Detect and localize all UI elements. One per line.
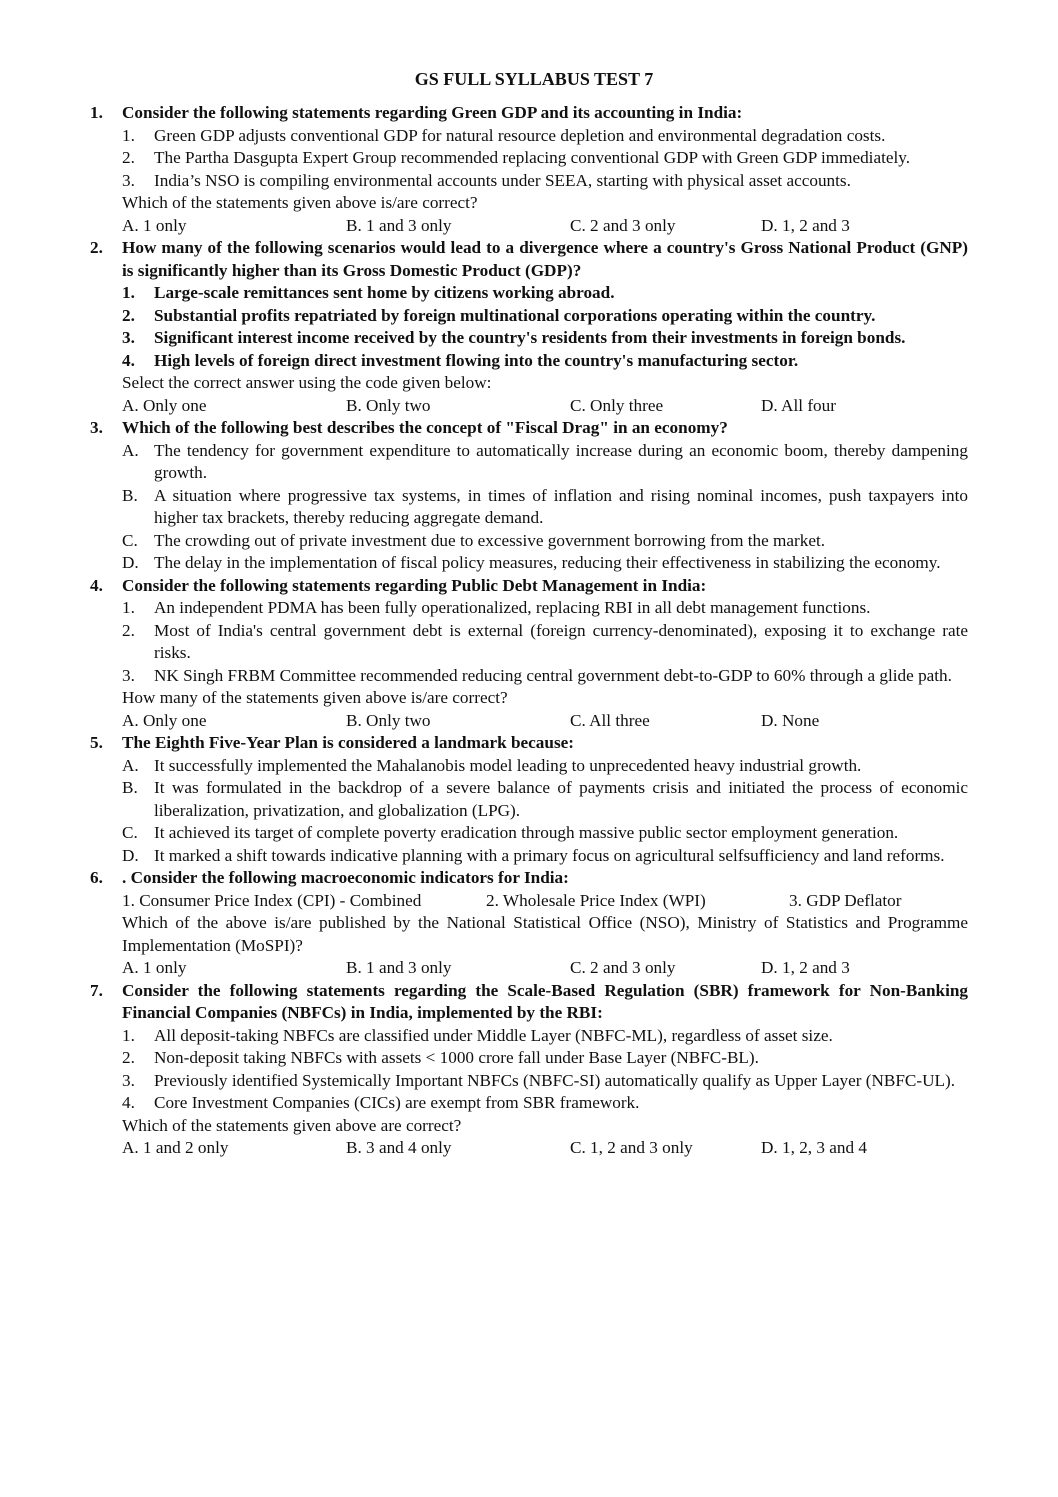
statement-text: Significant interest income received by the country's residents from their investments in foreign bonds. [154,328,906,347]
statement-text: High levels of foreign direct investment flowing into the country's manufacturing sector. [154,350,799,370]
statement-label: A. [122,755,139,775]
answer-option: A. 1 and 2 only [122,1138,229,1157]
statement-text: A situation where progressive tax systems, in times of inflation and rising nominal incomes, push taxpayers into higher tax brackets, thereby reducing aggregate demand. [154,485,968,527]
question-number: 5. [90,733,103,752]
statement-item [122,620,968,665]
question-lead: Which of the above is/are published by the National Statistical Office (NSO), Ministry of Statistics and Programme Implementation (MoSPI)? [122,913,968,955]
page-title: GS FULL SYLLABUS TEST 7 [414,69,654,89]
statement-label: B. [122,778,138,797]
statement-text: Most of India's central government debt is external (foreign currency-denominated), exposing it to exchange rate risks. [154,620,968,662]
statement-item [122,282,968,305]
answer-option: C. All three [570,710,650,730]
answer-option: D. All four [761,395,836,415]
statement-label: C. [122,823,138,842]
question-7 [90,980,968,1160]
statement-label: A. [122,440,139,460]
statement-item [122,1092,968,1115]
question-lead: Which of the statements given above are correct? [122,1115,462,1135]
question-stem: The Eighth Five-Year Plan is considered a landmark because: [122,733,574,752]
answer-option: D. None [761,710,820,730]
statement-text: It marked a shift towards indicative planning with a primary focus on agricultural selfsufficiency and land reforms. [154,845,945,865]
answer-option: C. 1, 2 and 3 only [570,1138,693,1157]
statement-label: 2. [122,1048,135,1067]
question-stem: Consider the following statements regarding the Scale-Based Regulation (SBR) framework for Non-Banking Financial Companies (NBFCs) in India, implemented by the RBI: [122,980,968,1022]
statement-label: 1. [122,1025,135,1045]
question-stem: Consider the following statements regarding Public Debt Management in India: [122,575,707,595]
inline-item: 3. GDP Deflator [789,890,902,910]
question-number: 6. [90,868,103,887]
statement-label: B. [122,485,138,505]
statement-label: 3. [122,170,135,190]
answer-option: A. Only one [122,395,207,415]
statement-item [122,350,968,373]
question-stem: . Consider the following macroeconomic indicators for India: [122,868,569,887]
question-1 [90,102,968,237]
statement-item [122,755,968,778]
question-lead: Which of the statements given above is/are correct? [122,193,478,212]
answer-option: A. 1 only [122,215,187,235]
answer-option: D. 1, 2 and 3 [761,958,850,977]
question-number: 4. [90,575,103,595]
question-5 [90,732,968,867]
statement-item [122,305,968,328]
answer-options [122,957,968,980]
answer-option: C. Only three [570,395,664,415]
statement-text: NK Singh FRBM Committee recommended reducing central government debt-to-GDP to 60% through a glide path. [154,665,952,685]
answer-options [122,1137,968,1160]
statement-text: Large-scale remittances sent home by citizens working abroad. [154,283,615,302]
statement-label: 1. [122,125,135,145]
answer-options [122,710,968,733]
statement-label: 4. [122,1093,135,1112]
question-stem: Consider the following statements regarding Green GDP and its accounting in India: [122,103,743,122]
statement-label: 3. [122,328,135,347]
statement-text: Substantial profits repatriated by foreign multinational corporations operating within the country. [154,305,876,325]
statement-item [122,552,968,575]
question-lead: How many of the statements given above is/are correct? [122,688,508,707]
question-2 [90,237,968,417]
statement-label: C. [122,530,138,550]
statement-text: The delay in the implementation of fiscal policy measures, reducing their effectiveness in stabilizing the economy. [154,553,941,572]
statement-label: 3. [122,665,135,685]
statement-text: Green GDP adjusts conventional GDP for natural resource depletion and environmental degradation costs. [154,125,886,145]
statement-item [122,1070,968,1093]
statement-text: Non-deposit taking NBFCs with assets < 1000 crore fall under Base Layer (NBFC-BL). [154,1048,759,1067]
answer-option: D. 1, 2, 3 and 4 [761,1138,867,1157]
statement-text: Previously identified Systemically Important NBFCs (NBFC-SI) automatically qualify as Upper Layer (NBFC-UL). [154,1070,956,1090]
statement-label: 1. [122,283,135,302]
statement-item [122,440,968,485]
answer-option: C. 2 and 3 only [570,215,676,235]
statement-item [122,1047,968,1070]
statement-item [122,777,968,822]
statement-text: An independent PDMA has been fully operationalized, replacing RBI in all debt management functions. [154,598,871,617]
statement-text: All deposit-taking NBFCs are classified under Middle Layer (NBFC-ML), regardless of asset size. [154,1025,833,1045]
question-stem: How many of the following scenarios would lead to a divergence where a country's Gross National Product (GNP) is significantly higher than its Gross Domestic Product (GDP)? [122,238,968,280]
inline-item: 2. Wholesale Price Index (WPI) [486,890,706,910]
question-4 [90,575,968,733]
question-3 [90,417,968,575]
question-lead: Select the correct answer using the code given below: [122,373,492,392]
statement-label: 3. [122,1070,135,1090]
answer-option: C. 2 and 3 only [570,958,676,977]
statement-item [122,485,968,530]
question-number: 2. [90,238,103,257]
question-list [90,102,968,1160]
statement-item [122,1025,968,1048]
answer-option: B. 1 and 3 only [346,958,452,977]
statement-label: D. [122,845,139,865]
statement-item [122,147,968,170]
statement-text: The crowding out of private investment due to excessive government borrowing from the market. [154,530,826,550]
statement-item [122,597,968,620]
question-number: 7. [90,980,103,1000]
statement-item [122,845,968,868]
statement-item [122,327,968,350]
statement-text: Core Investment Companies (CICs) are exempt from SBR framework. [154,1093,640,1112]
answer-option: B. 1 and 3 only [346,215,452,235]
statement-label: 4. [122,350,135,370]
statement-item [122,125,968,148]
statement-text: The Partha Dasgupta Expert Group recommended replacing conventional GDP with Green GDP immediately. [154,148,911,167]
answer-option: B. 3 and 4 only [346,1138,452,1157]
inline-items [122,890,968,913]
statement-text: It achieved its target of complete poverty eradication through massive public sector employment generation. [154,823,899,842]
question-number: 3. [90,418,103,437]
statement-text: It successfully implemented the Mahalanobis model leading to unprecedented heavy industrial growth. [154,755,862,775]
answer-option: D. 1, 2 and 3 [761,215,850,235]
statement-label: 1. [122,598,135,617]
statement-item [122,530,968,553]
answer-option: B. Only two [346,710,431,730]
question-stem: Which of the following best describes the concept of "Fiscal Drag" in an economy? [122,418,728,437]
answer-options [122,215,968,238]
question-number: 1. [90,103,103,122]
statement-label: 2. [122,305,135,325]
statement-item [122,170,968,193]
statement-item [122,665,968,688]
answer-option: A. Only one [122,710,207,730]
statement-text: The tendency for government expenditure to automatically increase during an economic boom, thereby dampening growth. [154,440,968,482]
inline-item: 1. Consumer Price Index (CPI) - Combined [122,890,422,910]
answer-options [122,395,968,418]
statement-label: 2. [122,620,135,640]
statement-label: D. [122,553,139,572]
statement-item [122,822,968,845]
statement-text: India’s NSO is compiling environmental accounts under SEEA, starting with physical asset accounts. [154,170,851,190]
question-6 [90,867,968,980]
statement-label: 2. [122,148,135,167]
statement-text: It was formulated in the backdrop of a severe balance of payments crisis and initiated the process of economic liberalization, privatization, and globalization (LPG). [154,778,968,820]
answer-option: A. 1 only [122,958,187,977]
answer-option: B. Only two [346,395,431,415]
